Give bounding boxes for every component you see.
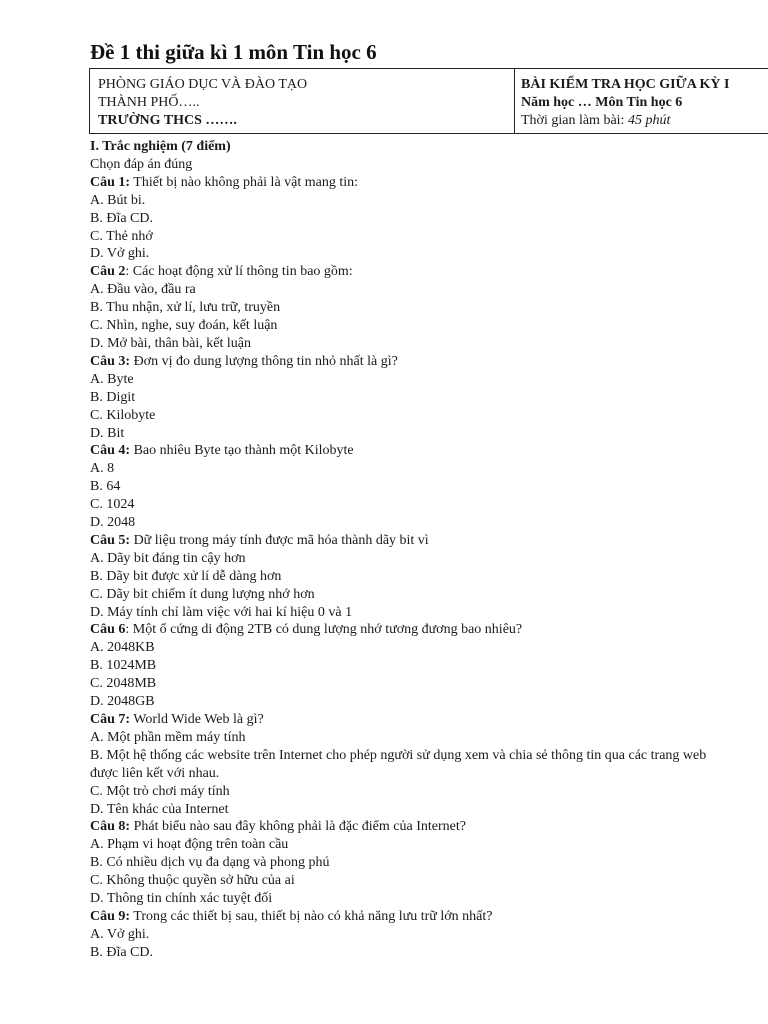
answer-option: A. Byte (90, 371, 134, 387)
answer-option: B. 1024MB (90, 658, 157, 674)
question-label: Câu 6 (90, 622, 126, 638)
answer-option: B. Dãy bit được xử lí dễ dàng hơn (90, 568, 282, 584)
answer-option: A. Vở ghi. (90, 926, 150, 942)
header-table (89, 68, 768, 134)
answer-option: A. Một phần mềm máy tính (90, 729, 246, 745)
answer-option: C. 1024 (90, 497, 135, 513)
question-list (90, 174, 730, 962)
question-text: Phát biểu nào sau đây không phải là đặc điểm của Internet? (130, 819, 466, 835)
question-text: Thiết bị nào không phải là vật mang tin: (130, 174, 359, 190)
question-label: Câu 4: (90, 443, 131, 459)
school-year-subject: Năm học … Môn Tin học 6 (521, 95, 683, 110)
answer-option: C. Kilobyte (90, 407, 156, 423)
question-label: Câu 1: (90, 174, 131, 190)
question-2 (90, 263, 730, 281)
answer-option: B. Một hệ thống các website trên Internet cho phép người sử dụng xem và chia sẻ thông tin qua các trang web được liên kết với nhau. (90, 747, 707, 781)
question-7 (90, 711, 730, 729)
question-4 (90, 442, 730, 460)
question-label: Câu 3: (90, 353, 131, 369)
question-text: Dữ liệu trong máy tính được mã hóa thành dãy bit vì (130, 532, 429, 548)
answer-option: A. Bút bi. (90, 192, 146, 208)
answer-option: D. 2048 (90, 515, 136, 531)
question-9 (90, 908, 730, 926)
question-8 (90, 818, 730, 836)
answer-option: C. 2048MB (90, 676, 157, 692)
question-text: Trong các thiết bị sau, thiết bị nào có khả năng lưu trữ lớn nhất? (130, 908, 493, 924)
answer-option: B. 64 (90, 479, 121, 495)
question-label: Câu 7: (90, 712, 131, 727)
question-label: Câu 8: (90, 819, 131, 835)
answer-option: A. Đầu vào, đầu ra (90, 282, 196, 298)
answer-option: D. Thông tin chính xác tuyệt đối (90, 891, 273, 907)
header-right-cell (515, 69, 768, 133)
question-1 (90, 174, 730, 192)
answer-option: D. Vở ghi. (90, 246, 150, 262)
answer-option: B. Thu nhận, xử lí, lưu trữ, truyền (90, 300, 281, 316)
question-5 (90, 532, 730, 550)
answer-option: D. Mở bài, thân bài, kết luận (90, 335, 251, 351)
answer-option: B. Đĩa CD. (90, 210, 153, 226)
answer-option: A. 8 (90, 461, 115, 477)
answer-option: B. Digit (90, 389, 136, 405)
answer-option: D. Máy tính chỉ làm việc với hai kí hiệu 0 và 1 (90, 604, 353, 620)
question-text: : Một ổ cứng di động 2TB có dung lượng nhớ tương đương bao nhiêu? (125, 622, 523, 638)
answer-option: B. Đĩa CD. (90, 944, 153, 960)
answer-option: B. Có nhiều dịch vụ đa dạng và phong phú (90, 855, 330, 871)
question-label: Câu 9: (90, 908, 131, 924)
question-text: World Wide Web là gì? (130, 712, 264, 727)
answer-option: D. Tên khác của Internet (90, 801, 229, 817)
answer-option: D. Bit (90, 425, 125, 441)
answer-option: C. Một trò chơi máy tính (90, 783, 230, 799)
answer-option: C. Không thuộc quyền sở hữu của ai (90, 873, 295, 889)
answer-option: D. 2048GB (90, 694, 155, 710)
exam-content (90, 138, 730, 962)
section-heading: I. Trắc nghiệm (7 điểm) (90, 139, 231, 154)
duration-value: 45 phút (627, 113, 671, 128)
question-label: Câu 5: (90, 532, 131, 548)
exam-duration (521, 112, 768, 130)
question-6 (90, 621, 730, 639)
answer-option: C. Dãy bit chiếm ít dung lượng nhớ hơn (90, 586, 315, 602)
school-name: TRƯỜNG THCS ……. (98, 113, 237, 128)
question-text: : Các hoạt động xử lí thông tin bao gồm: (125, 264, 353, 280)
answer-option: C. Nhìn, nghe, suy đoán, kết luận (90, 318, 278, 334)
question-text: Đơn vị đo dung lượng thông tin nhỏ nhất là gì? (130, 353, 398, 369)
department-name: PHÒNG GIÁO DỤC VÀ ĐÀO TẠO (98, 77, 308, 92)
document-title: Đề 1 thi giữa kì 1 môn Tin học 6 (90, 40, 377, 64)
question-label: Câu 2 (90, 264, 126, 280)
answer-option: A. Phạm vi hoạt động trên toàn cầu (90, 837, 289, 853)
question-text: Bao nhiêu Byte tạo thành một Kilobyte (130, 443, 354, 459)
answer-option: C. Thẻ nhớ (90, 228, 153, 244)
question-3 (90, 353, 730, 371)
header-left-cell (90, 69, 515, 133)
duration-label: Thời gian làm bài: (521, 113, 628, 128)
answer-option: A. 2048KB (90, 640, 155, 656)
city-name: THÀNH PHỐ….. (98, 95, 200, 110)
exam-title: BÀI KIỂM TRA HỌC GIỮA KỲ I (521, 77, 730, 92)
answer-option: A. Dãy bit đáng tin cậy hơn (90, 550, 246, 566)
section-instruction: Chọn đáp án đúng (90, 156, 193, 172)
